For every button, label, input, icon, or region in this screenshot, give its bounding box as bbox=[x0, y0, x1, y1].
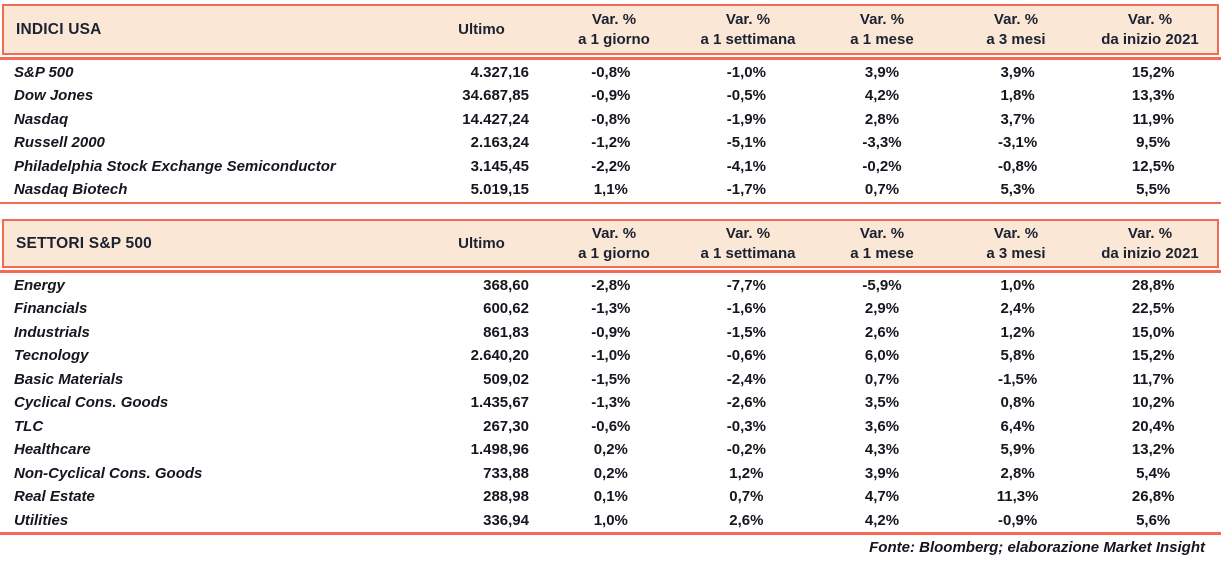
row-name: Tecnology bbox=[14, 347, 89, 365]
row-var-value-3: 6,0% bbox=[864, 347, 900, 365]
var-period-label: a 1 mese bbox=[850, 30, 914, 48]
row-ultimo-value: 4.327,16 bbox=[470, 63, 529, 81]
row-name: Real Estate bbox=[14, 488, 95, 506]
row-var-value-4: 0,8% bbox=[1000, 394, 1035, 412]
column-header-var-4 bbox=[949, 221, 1083, 266]
row-var-value-2: -0,2% bbox=[726, 441, 766, 459]
row-var-value-2: -4,1% bbox=[726, 157, 766, 175]
row-var-value-4: -1,5% bbox=[997, 370, 1038, 388]
table-row bbox=[0, 415, 1221, 439]
row-var-value-3: 4,7% bbox=[864, 488, 900, 506]
table-row bbox=[0, 344, 1221, 368]
table-header-band-2 bbox=[2, 219, 1219, 268]
row-var-value-1: -1,3% bbox=[591, 394, 631, 412]
column-header-var-4 bbox=[949, 6, 1083, 53]
var-percent-label: Var. % bbox=[859, 224, 905, 242]
row-var-value-3: 2,9% bbox=[864, 300, 900, 318]
row-var-value-4: 5,3% bbox=[1000, 181, 1035, 199]
var-percent-label: Var. % bbox=[725, 10, 771, 28]
section-bottom-rule bbox=[0, 202, 1221, 205]
row-var-value-2: -1,5% bbox=[726, 323, 766, 341]
section-bottom-rule bbox=[0, 532, 1221, 535]
column-header-var-2 bbox=[681, 221, 815, 266]
row-var-value-2: -5,1% bbox=[726, 134, 766, 152]
row-var-value-3: 4,2% bbox=[864, 87, 900, 105]
row-var-value-5: 15,0% bbox=[1131, 323, 1175, 341]
column-header-var-1 bbox=[547, 221, 681, 266]
row-var-value-1: -0,6% bbox=[591, 417, 631, 435]
row-var-value-5: 26,8% bbox=[1131, 488, 1175, 506]
column-header-var-5 bbox=[1083, 221, 1217, 266]
row-var-value-3: -3,3% bbox=[862, 134, 902, 152]
var-period-label: a 3 mesi bbox=[986, 30, 1046, 48]
var-percent-label: Var. % bbox=[591, 10, 637, 28]
row-name: Russell 2000 bbox=[14, 134, 105, 152]
row-var-value-1: -1,3% bbox=[591, 300, 631, 318]
var-percent-label: Var. % bbox=[591, 224, 637, 242]
row-var-value-1: 0,2% bbox=[593, 464, 628, 482]
column-header-var-1 bbox=[547, 6, 681, 53]
row-var-value-4: 6,4% bbox=[1000, 417, 1035, 435]
row-name: TLC bbox=[14, 417, 44, 435]
var-percent-label: Var. % bbox=[859, 10, 905, 28]
var-period-label: a 1 giorno bbox=[578, 244, 650, 262]
row-ultimo-value: 509,02 bbox=[483, 370, 529, 388]
table-rows bbox=[0, 273, 1221, 533]
row-var-value-5: 12,5% bbox=[1131, 157, 1175, 175]
var-percent-label: Var. % bbox=[725, 224, 771, 242]
table-row bbox=[0, 108, 1221, 132]
row-var-value-4: 1,0% bbox=[1000, 276, 1035, 294]
row-var-value-1: -0,9% bbox=[591, 87, 631, 105]
row-var-value-2: -0,3% bbox=[726, 417, 766, 435]
row-var-value-1: -2,2% bbox=[591, 157, 631, 175]
table-header-band-1 bbox=[2, 4, 1219, 55]
row-var-value-3: 3,9% bbox=[864, 464, 900, 482]
var-period-label: a 1 mese bbox=[850, 244, 914, 262]
column-header-var-5 bbox=[1083, 6, 1217, 53]
table-row bbox=[0, 509, 1221, 533]
row-var-value-3: -5,9% bbox=[862, 276, 902, 294]
row-var-value-4: 2,8% bbox=[1000, 464, 1035, 482]
table-row bbox=[0, 438, 1221, 462]
row-var-value-5: 15,2% bbox=[1131, 63, 1175, 81]
row-var-value-2: -1,0% bbox=[726, 63, 766, 81]
row-var-value-4: 3,7% bbox=[1000, 110, 1035, 128]
row-var-value-1: 0,1% bbox=[593, 488, 628, 506]
row-var-value-1: -1,0% bbox=[591, 347, 631, 365]
var-percent-label: Var. % bbox=[993, 224, 1039, 242]
row-var-value-2: -7,7% bbox=[726, 276, 766, 294]
row-var-value-2: -0,5% bbox=[726, 87, 766, 105]
row-var-value-4: -3,1% bbox=[997, 134, 1038, 152]
row-name: Cyclical Cons. Goods bbox=[14, 394, 169, 412]
row-var-value-2: 1,2% bbox=[729, 464, 764, 482]
row-var-value-5: 5,6% bbox=[1136, 511, 1171, 529]
row-var-value-4: 2,4% bbox=[1000, 300, 1035, 318]
var-percent-label: Var. % bbox=[1127, 224, 1173, 242]
row-ultimo-value: 34.687,85 bbox=[462, 87, 529, 105]
row-var-value-2: -1,9% bbox=[726, 110, 766, 128]
row-name: Non-Cyclical Cons. Goods bbox=[14, 464, 203, 482]
row-var-value-3: -0,2% bbox=[862, 157, 902, 175]
row-var-value-5: 22,5% bbox=[1131, 300, 1175, 318]
row-ultimo-value: 336,94 bbox=[483, 511, 529, 529]
row-var-value-3: 4,3% bbox=[864, 441, 900, 459]
var-period-label: a 1 settimana bbox=[700, 30, 796, 48]
row-var-value-3: 2,8% bbox=[864, 110, 900, 128]
row-name: Energy bbox=[14, 276, 65, 294]
row-var-value-2: -0,6% bbox=[726, 347, 766, 365]
row-name: Utilities bbox=[14, 511, 69, 529]
row-var-value-4: -0,8% bbox=[997, 157, 1038, 175]
table-row bbox=[0, 61, 1221, 85]
row-var-value-5: 20,4% bbox=[1131, 417, 1175, 435]
column-header-var-3 bbox=[815, 221, 949, 266]
section-title: SETTORI S&P 500 bbox=[16, 234, 152, 252]
row-var-value-4: 5,9% bbox=[1000, 441, 1035, 459]
row-var-value-2: 2,6% bbox=[729, 511, 764, 529]
var-percent-label: Var. % bbox=[1127, 10, 1173, 28]
var-period-label: da inizio 2021 bbox=[1101, 30, 1199, 48]
table-row bbox=[0, 391, 1221, 415]
row-name: Nasdaq bbox=[14, 110, 69, 128]
column-header-ultimo: Ultimo bbox=[458, 235, 505, 252]
row-var-value-3: 0,7% bbox=[864, 181, 900, 199]
row-var-value-4: 3,9% bbox=[1000, 63, 1035, 81]
row-var-value-5: 13,3% bbox=[1131, 87, 1175, 105]
row-var-value-4: 1,2% bbox=[1000, 323, 1035, 341]
row-var-value-4: 11,3% bbox=[996, 488, 1039, 506]
row-name: Dow Jones bbox=[14, 87, 94, 105]
row-name: S&P 500 bbox=[14, 63, 74, 81]
row-var-value-3: 2,6% bbox=[864, 323, 900, 341]
column-header-var-3 bbox=[815, 6, 949, 53]
row-var-value-1: -0,8% bbox=[591, 110, 631, 128]
row-var-value-3: 4,2% bbox=[864, 511, 900, 529]
row-var-value-5: 11,7% bbox=[1132, 370, 1175, 388]
var-period-label: da inizio 2021 bbox=[1101, 244, 1199, 262]
column-header-ultimo: Ultimo bbox=[458, 21, 505, 38]
row-var-value-2: -2,4% bbox=[726, 370, 766, 388]
row-var-value-5: 9,5% bbox=[1136, 134, 1171, 152]
section-title: INDICI USA bbox=[16, 20, 102, 38]
row-ultimo-value: 267,30 bbox=[483, 417, 529, 435]
row-var-value-2: -1,7% bbox=[726, 181, 766, 199]
row-name: Basic Materials bbox=[14, 370, 124, 388]
row-var-value-2: -2,6% bbox=[726, 394, 766, 412]
row-var-value-1: -0,8% bbox=[591, 63, 631, 81]
row-var-value-1: -1,2% bbox=[591, 134, 631, 152]
row-var-value-3: 3,6% bbox=[864, 417, 900, 435]
row-var-value-4: -0,9% bbox=[997, 511, 1038, 529]
table-row bbox=[0, 297, 1221, 321]
row-ultimo-value: 861,83 bbox=[483, 323, 529, 341]
row-var-value-2: -1,6% bbox=[726, 300, 766, 318]
row-var-value-2: 0,7% bbox=[729, 488, 764, 506]
row-var-value-1: -0,9% bbox=[591, 323, 631, 341]
row-var-value-5: 13,2% bbox=[1131, 441, 1175, 459]
table-row bbox=[0, 84, 1221, 108]
row-ultimo-value: 288,98 bbox=[483, 488, 529, 506]
row-ultimo-value: 3.145,45 bbox=[470, 157, 529, 175]
table-row bbox=[0, 131, 1221, 155]
row-var-value-1: -1,5% bbox=[591, 370, 631, 388]
row-var-value-1: 1,1% bbox=[593, 181, 628, 199]
row-var-value-5: 28,8% bbox=[1131, 276, 1175, 294]
var-percent-label: Var. % bbox=[993, 10, 1039, 28]
row-name: Nasdaq Biotech bbox=[14, 181, 128, 199]
row-var-value-3: 3,5% bbox=[864, 394, 900, 412]
row-name: Philadelphia Stock Exchange Semiconductor bbox=[14, 157, 336, 175]
source-note: Fonte: Bloomberg; elaborazione Market Insight bbox=[869, 538, 1205, 556]
var-period-label: a 1 giorno bbox=[578, 30, 650, 48]
row-name: Financials bbox=[14, 300, 88, 318]
row-var-value-4: 1,8% bbox=[1000, 87, 1035, 105]
row-ultimo-value: 14.427,24 bbox=[462, 110, 529, 128]
row-ultimo-value: 733,88 bbox=[483, 464, 529, 482]
row-var-value-3: 3,9% bbox=[864, 63, 900, 81]
row-ultimo-value: 1.498,96 bbox=[470, 441, 529, 459]
column-header-var-2 bbox=[681, 6, 815, 53]
table-row bbox=[0, 485, 1221, 509]
table-row bbox=[0, 368, 1221, 392]
row-ultimo-value: 1.435,67 bbox=[470, 394, 529, 412]
table-row bbox=[0, 274, 1221, 298]
row-var-value-5: 11,9% bbox=[1132, 110, 1175, 128]
row-var-value-5: 15,2% bbox=[1131, 347, 1175, 365]
table-row bbox=[0, 462, 1221, 486]
row-ultimo-value: 2.640,20 bbox=[470, 347, 529, 365]
table-row bbox=[0, 321, 1221, 345]
row-var-value-1: 1,0% bbox=[593, 511, 628, 529]
table-row bbox=[0, 178, 1221, 202]
row-ultimo-value: 2.163,24 bbox=[470, 134, 529, 152]
sections-container bbox=[0, 4, 1221, 535]
row-ultimo-value: 600,62 bbox=[483, 300, 529, 318]
row-var-value-5: 5,5% bbox=[1136, 181, 1171, 199]
row-var-value-3: 0,7% bbox=[864, 370, 900, 388]
row-var-value-1: -2,8% bbox=[591, 276, 631, 294]
var-period-label: a 1 settimana bbox=[700, 244, 796, 262]
row-var-value-5: 5,4% bbox=[1136, 464, 1171, 482]
row-name: Industrials bbox=[14, 323, 90, 341]
table-rows bbox=[0, 60, 1221, 202]
row-ultimo-value: 368,60 bbox=[483, 276, 529, 294]
row-ultimo-value: 5.019,15 bbox=[470, 181, 529, 199]
row-var-value-4: 5,8% bbox=[1000, 347, 1035, 365]
table-row bbox=[0, 155, 1221, 179]
row-var-value-1: 0,2% bbox=[593, 441, 628, 459]
row-name: Healthcare bbox=[14, 441, 91, 459]
row-var-value-5: 10,2% bbox=[1131, 394, 1175, 412]
var-period-label: a 3 mesi bbox=[986, 244, 1046, 262]
